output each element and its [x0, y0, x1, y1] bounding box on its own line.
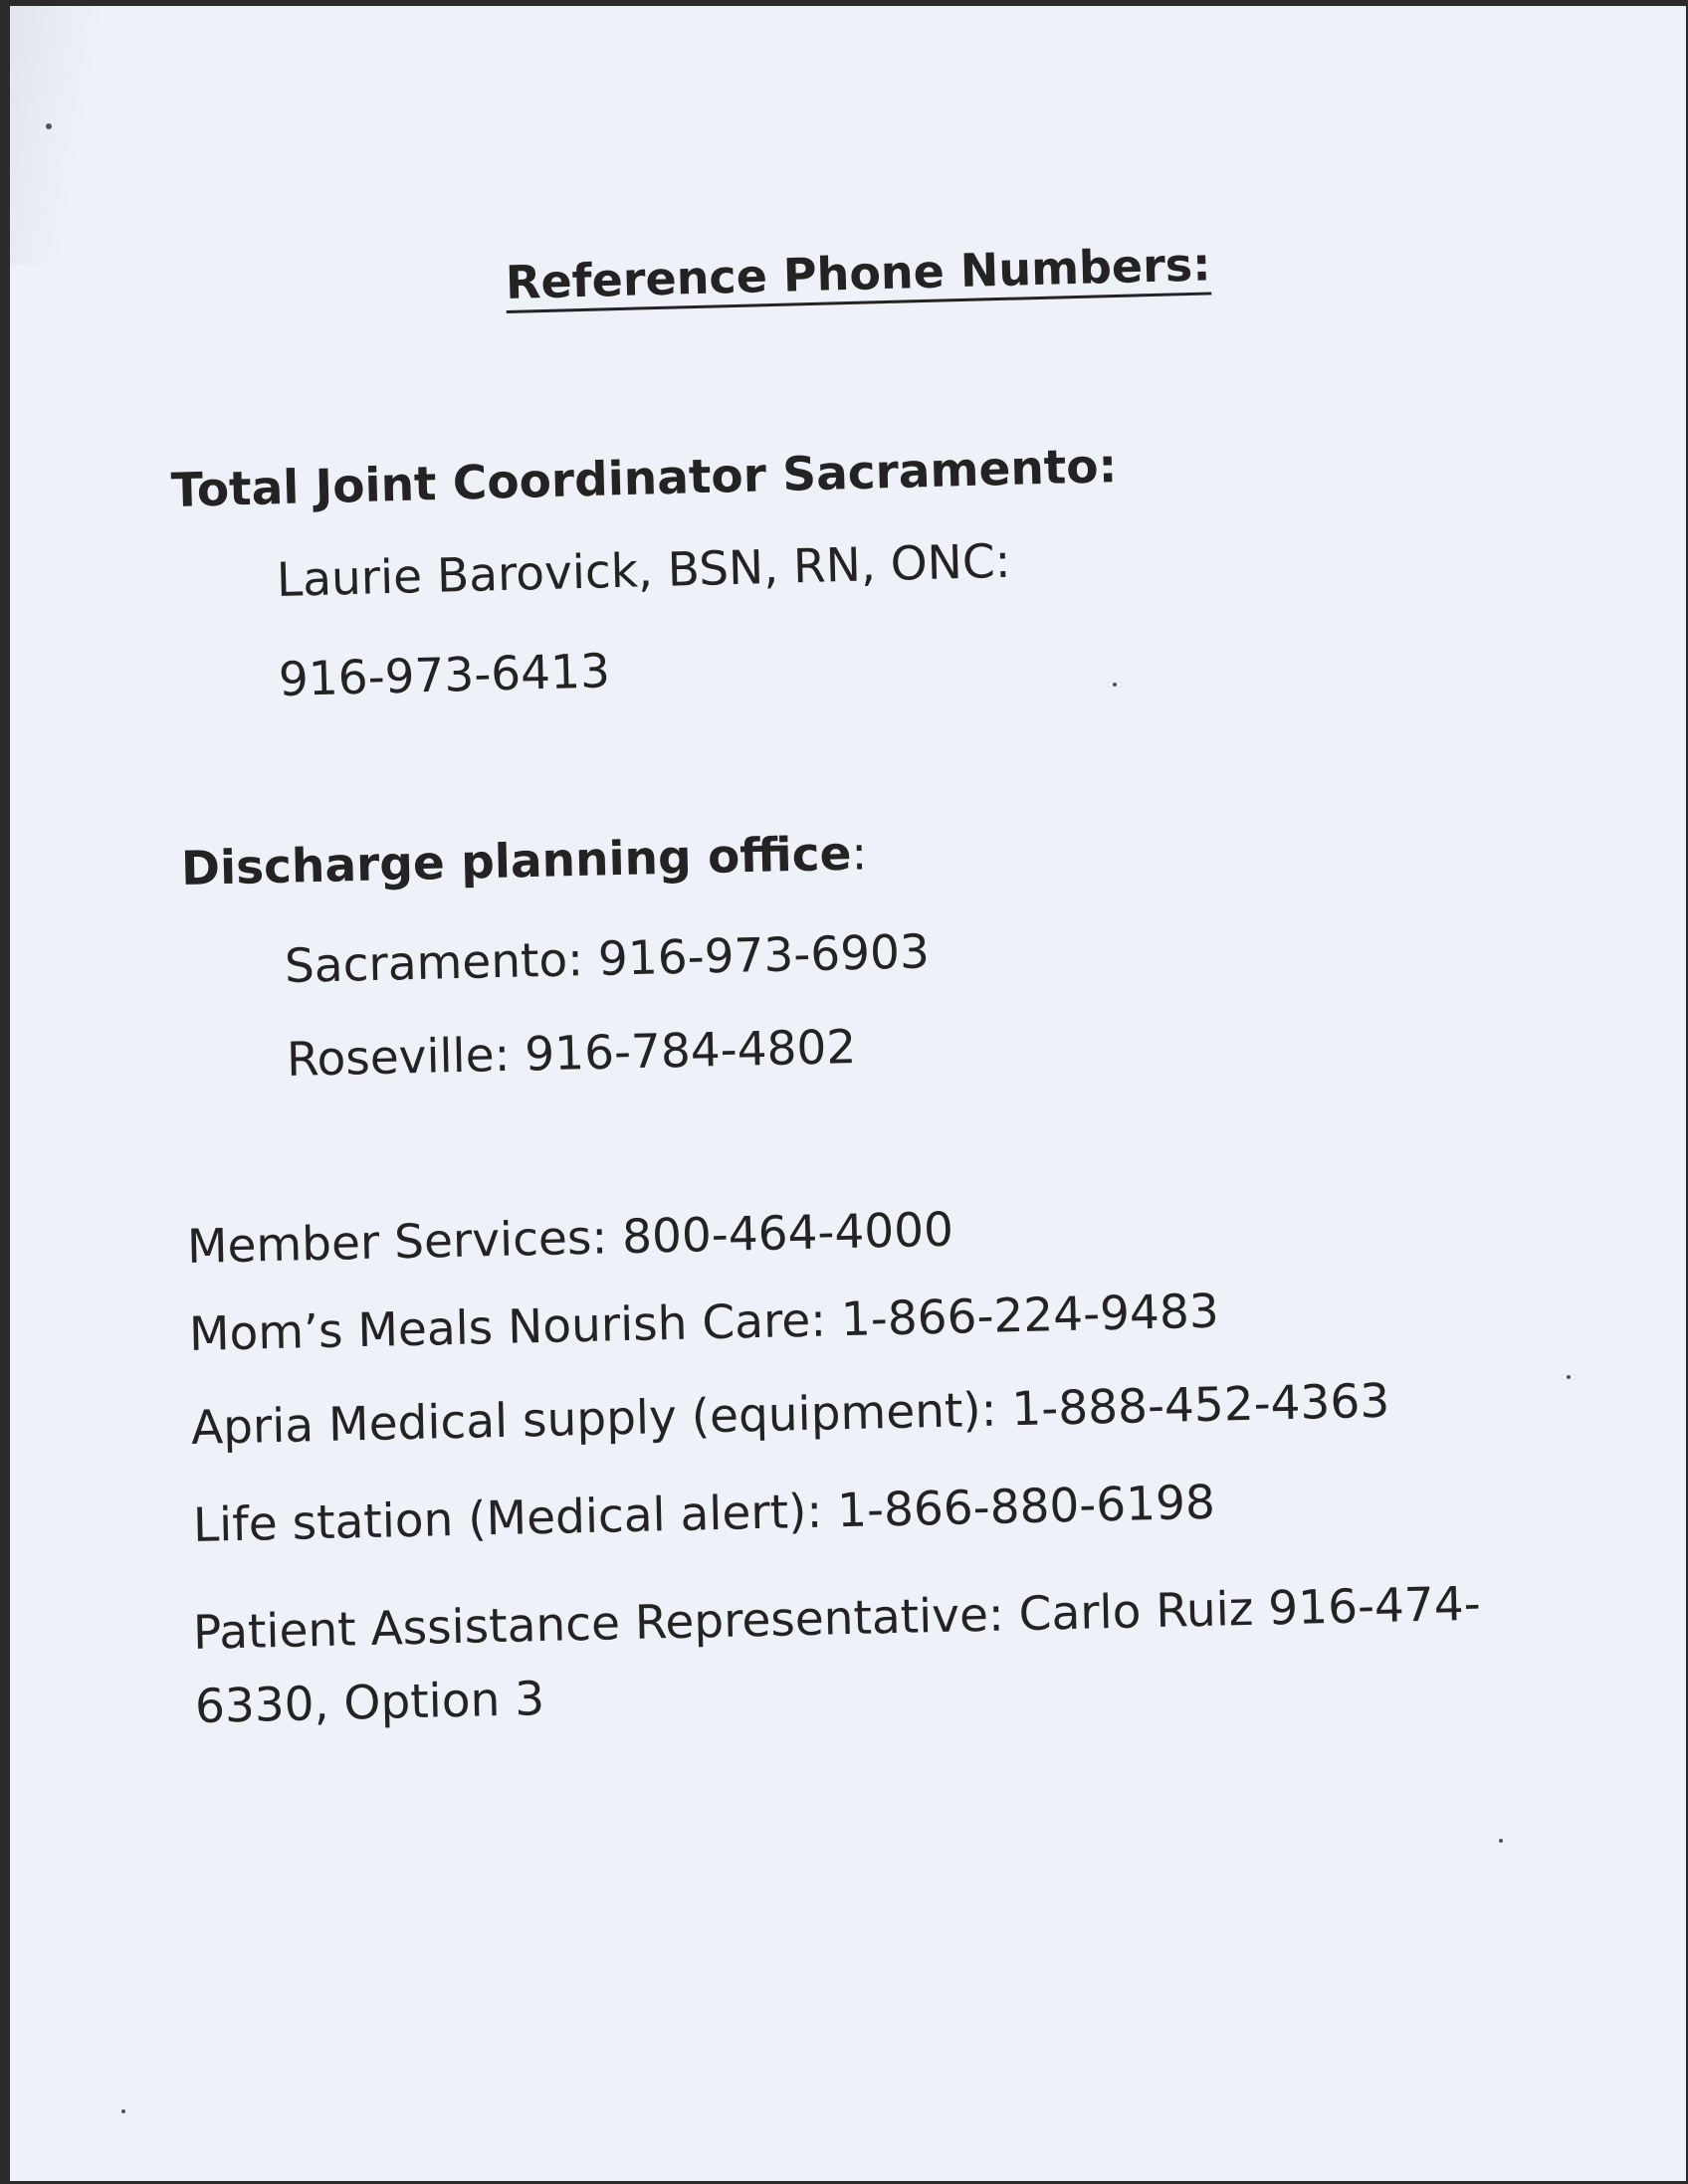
scan-speck: [1499, 1839, 1503, 1843]
coordinator-name: Laurie Barovick, BSN, RN, ONC:: [276, 533, 1012, 608]
discharge-heading-row: [180, 824, 868, 899]
contact-life-station: Life station (Medical alert): 1-866-880-6198: [192, 1475, 1216, 1553]
scan-speck: [1567, 1375, 1571, 1379]
scan-speck: [1113, 683, 1117, 687]
discharge-heading: Discharge planning office: [180, 826, 853, 896]
discharge-sacramento: Sacramento: 916-973-6903: [284, 924, 931, 994]
contact-patient-assistance: Patient Assistance Representative: Carlo Ruiz 916-474-: [192, 1576, 1482, 1661]
discharge-roseville: Roseville: 916-784-4802: [286, 1020, 857, 1088]
discharge-heading-colon: :: [850, 826, 868, 882]
contact-member-services: Member Services: 800-464-4000: [186, 1202, 954, 1275]
contact-patient-assistance-cont: 6330, Option 3: [194, 1672, 545, 1734]
total-joint-heading: Total Joint Coordinator Sacramento:: [170, 439, 1118, 518]
contact-moms-meals: Mom’s Meals Nourish Care: 1-866-224-9483: [188, 1284, 1220, 1362]
page-title: Reference Phone Numbers:: [505, 237, 1212, 309]
scan-speck: [46, 123, 52, 129]
scan-speck: [121, 2109, 125, 2113]
folded-corner-shadow: [10, 6, 100, 265]
contact-apria: Apria Medical supply (equipment): 1-888-452-4363: [190, 1373, 1390, 1456]
coordinator-phone: 916-973-6413: [278, 644, 611, 707]
document-page: [10, 6, 1686, 2181]
